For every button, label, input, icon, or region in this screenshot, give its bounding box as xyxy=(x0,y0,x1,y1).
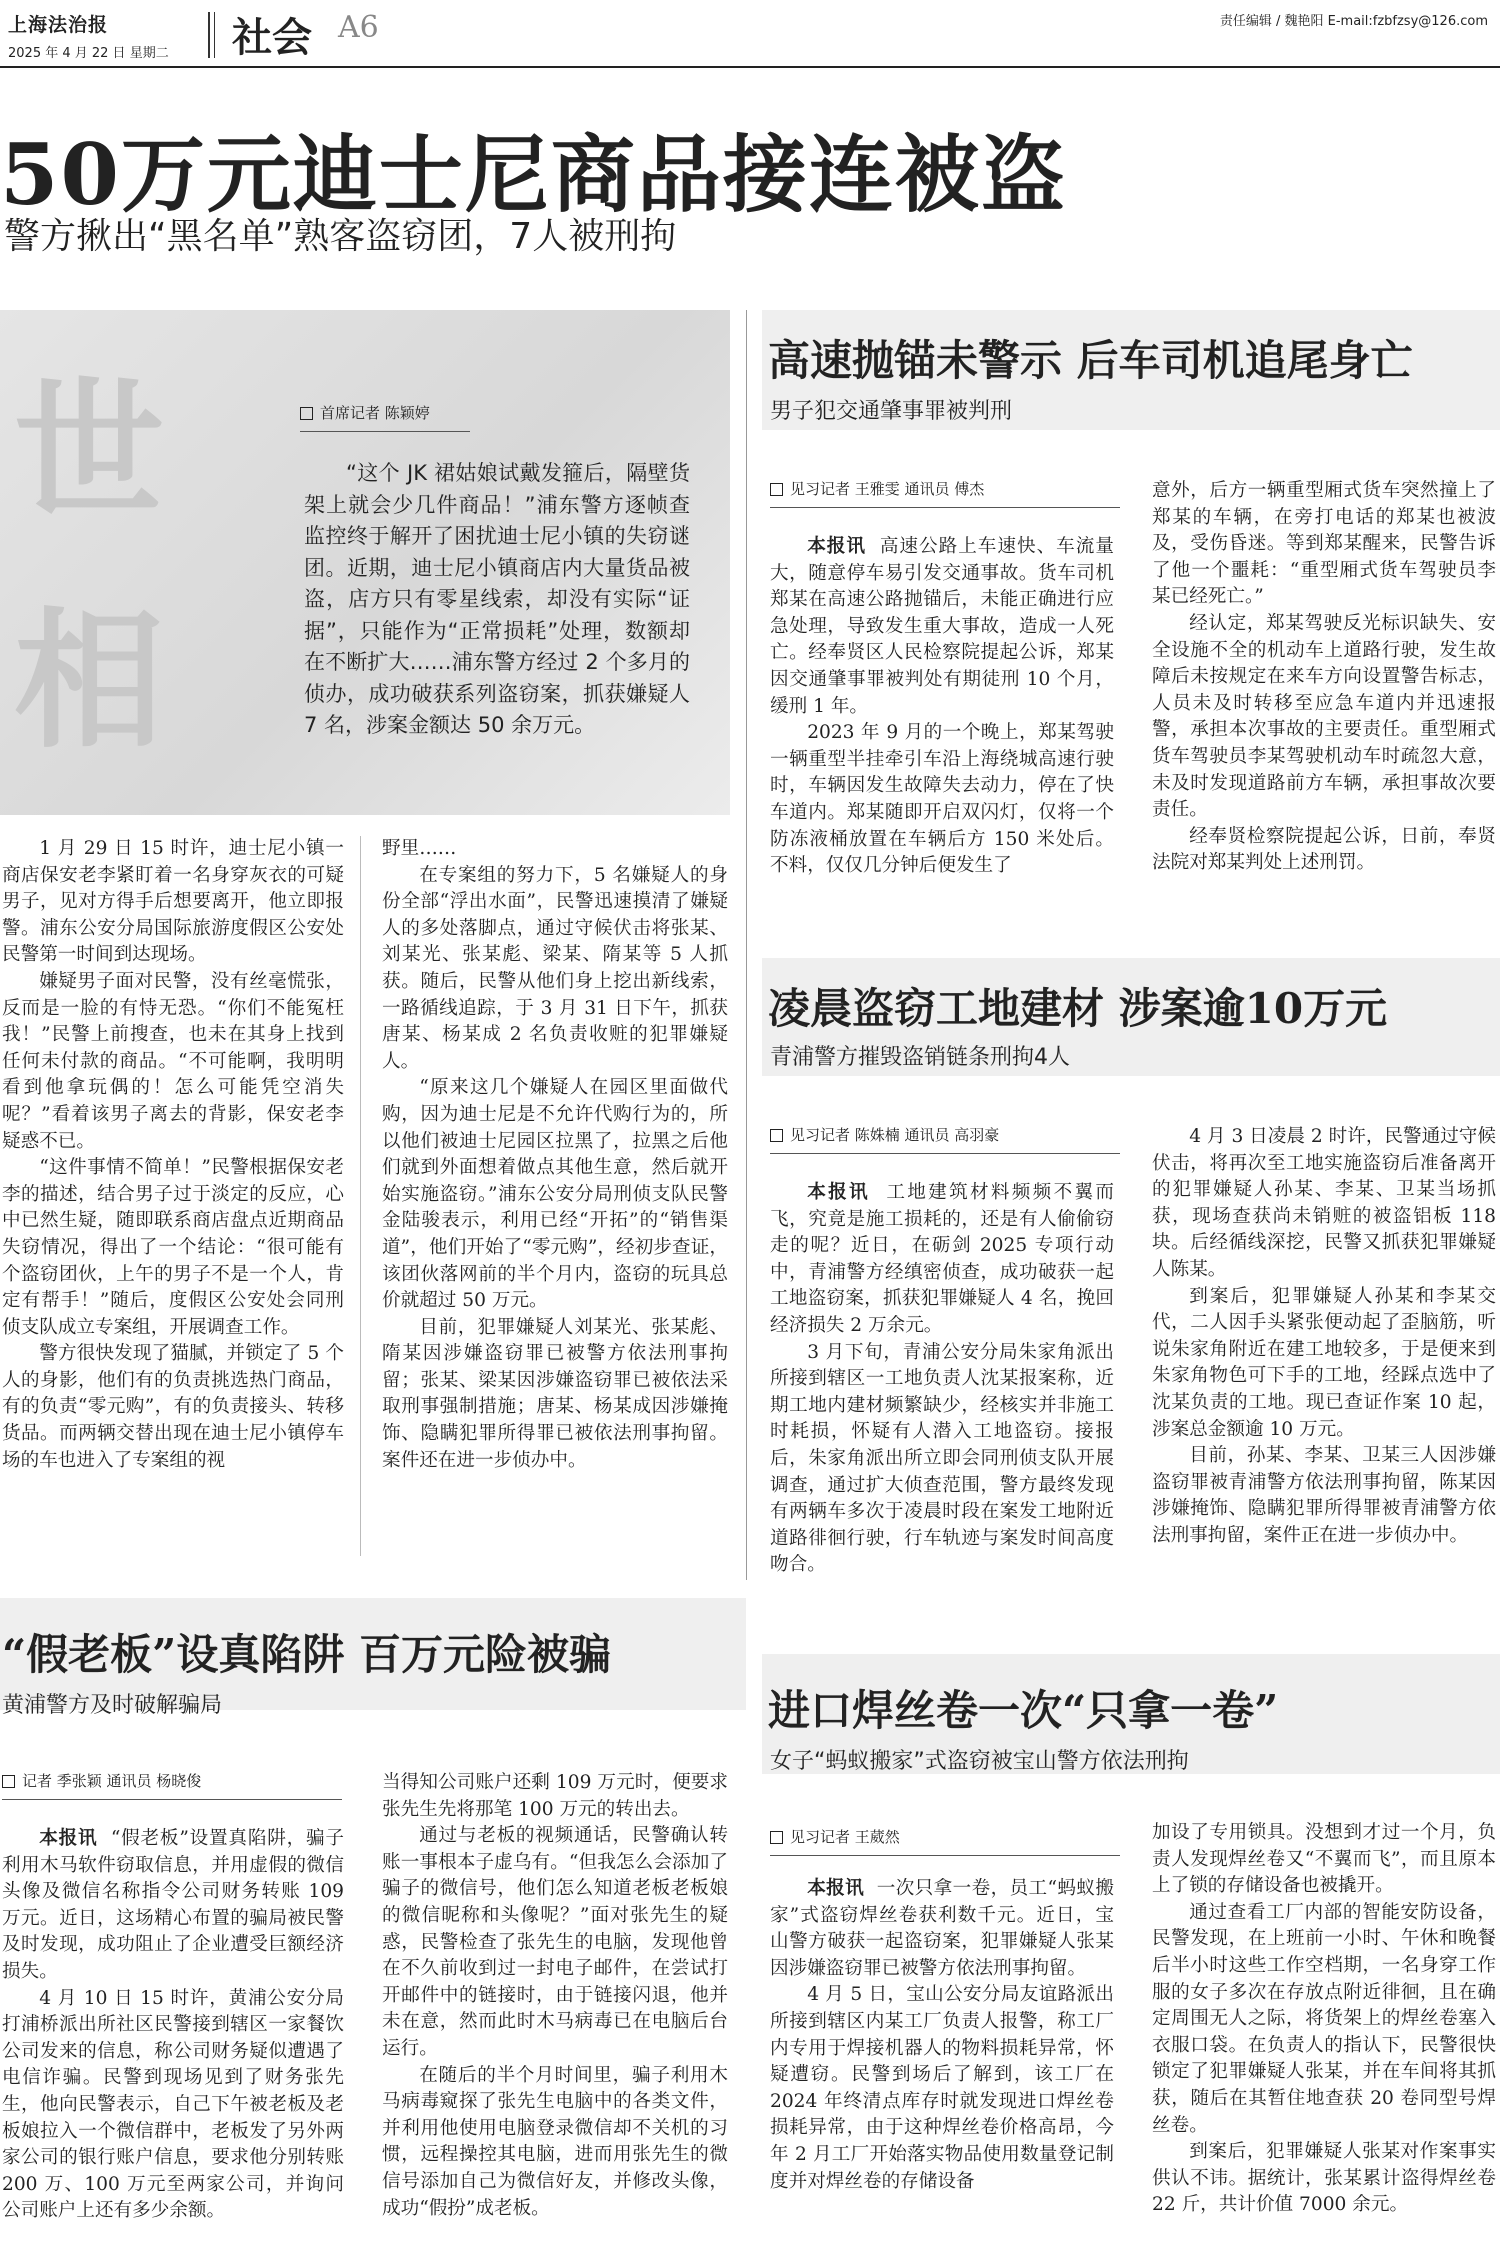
main-intro xyxy=(304,458,690,742)
paragraph: 在随后的半个月时间里，骗子利用木马病毒窥探了张先生电脑中的各类文件，并利用他使用电脑登录微信却不关机的习惯，远程操控其电脑，进而用张先生的微信号添加自己为微信好友，并修改头像，成功“假扮”成老板。 xyxy=(382,2064,728,2219)
boss-headline: “假老板”设真陷阱 百万元险被骗 xyxy=(2,1630,611,1679)
boss-byline xyxy=(2,1770,342,1800)
highway-col-1 xyxy=(770,534,1114,880)
paragraph: 在专案组的努力下，5 名嫌疑人的身份全部“浮出水面”，民警迅速摸清了嫌疑人的多处落脚点，通过守候伏击将张某、刘某光、张某彪、梁某、隋某等 5 人抓获。随后，民警从他们身上挖出新线索，一路循线追踪，于 3 月 31 日下午，抓获唐某、杨某成 2 名负责收赃的犯罪嫌疑人。 xyxy=(382,864,728,1072)
byline-text: 见习记者 王葳然 xyxy=(790,1828,900,1846)
paragraph: 目前，孙某、李某、卫某三人因涉嫌盗窃罪被青浦警方依法刑事拘留，陈某因涉嫌掩饰、隐瞒犯罪所得罪被青浦警方依法刑事拘留，案件正在进一步侦办中。 xyxy=(1152,1445,1496,1546)
paragraph: 当得知公司账户还剩 109 万元时，便要求张先生先将那笔 100 万元的转出去。 xyxy=(382,1772,728,1820)
lead-label: 本报讯 xyxy=(807,1878,865,1899)
byline-box-icon xyxy=(770,1129,783,1142)
section-title: 社会 xyxy=(232,15,312,61)
paragraph: 加设了专用锁具。没想到才过一个月，负责人发现焊丝卷又“不翼而飞”，而且原本上了锁的存储设备也被撬开。 xyxy=(1152,1822,1496,1897)
byline-rule xyxy=(770,1855,1120,1856)
byline-rule xyxy=(300,431,470,432)
paragraph: 通过与老板的视频通话，民警确认转账一事根本子虚乌有。“但我怎么会添加了骗子的微信号，他们怎么知道老板老板娘的微信昵称和头像呢？”面对张先生的疑惑，民警检查了张先生的电脑，发现他曾在不久前收到过一封电子邮件，在尝试打开邮件中的链接时，由于链接闪退，他并未在意，然而此时木马病毒已在电脑后台运行。 xyxy=(382,1825,728,2059)
paper-name-logo: 上海法治报 xyxy=(8,14,109,36)
highway-byline xyxy=(770,478,1120,508)
paragraph: 高速公路上车速快、车流量大，随意停车易引发交通事故。货车司机郑某在高速公路抛锚后，未能正确进行应急处理，导致发生重大事故，造成一人死亡。经奉贤区人民检察院提起公诉，郑某因交通肇事罪被判处有期徒刑 10 个月，缓刑 1 年。 xyxy=(770,536,1114,717)
byline-rule xyxy=(770,1153,1120,1154)
main-subhead: 警方揪出“黑名单”熟客盗窃团，7人被刑拘 xyxy=(4,216,677,257)
issue-date: 2025 年 4 月 22 日 星期二 xyxy=(8,46,169,61)
weld-headline: 进口焊丝卷一次“只拿一卷” xyxy=(768,1686,1279,1735)
column-stamp-char: 世 xyxy=(14,365,165,539)
byline-text: 见习记者 陈姝楠 通讯员 高羽豪 xyxy=(790,1126,1000,1144)
masthead-divider-thin xyxy=(214,12,215,58)
byline-rule xyxy=(2,1799,342,1800)
paragraph: 嫌疑男子面对民警，没有丝毫慌张，反而是一脸的有恃无恐。“你们不能冤枉我！”民警上前搜查，也未在其身上找到任何未付款的商品。“不可能啊，我明明看到他拿玩偶的！怎么可能凭空消失呢？”看着该男子离去的背影，保安老李疑惑不已。 xyxy=(2,970,344,1152)
paragraph: 警方很快发现了猫腻，并锁定了 5 个人的身影，他们有的负责挑选热门商品，有的负责“零元购”，有的负责接头、转移货品。而两辆交替出现在迪士尼小镇停车场的车也进入了专案组的视 xyxy=(2,1343,344,1471)
site-col-1 xyxy=(770,1180,1114,1579)
boss-col-2 xyxy=(382,1770,728,2222)
paragraph: “这件事情不简单！”民警根据保安老李的描述，结合男子过于淡定的反应，心中已然生疑，随即联系商店盘点近期商品失窃情况，得出了一个结论：“很可能有个盗窃团伙，上午的男子不是一个人，肯定有帮手！”随后，度假区公安处会同刑侦支队成立专案组，开展调查工作。 xyxy=(2,1157,344,1338)
weld-col-1 xyxy=(770,1876,1114,2195)
paragraph: 4 月 3 日凌晨 2 时许，民警通过守候伏击，将再次至工地实施盗窃后准备离开的犯罪嫌疑人孙某、李某、卫某当场抓获，现场查获尚未销赃的被盗铝板 118 块。后经循线深挖，民警又抓获犯罪嫌疑人陈某。 xyxy=(1152,1126,1496,1280)
paragraph: 4 月 5 日，宝山公安分局友谊路派出所接到辖区内某工厂负责人报警，称工厂内专用于焊接机器人的物料损耗异常，怀疑遭窃。民警到场后了解到，该工厂在 2024 年终清点库存时就发现进口焊丝卷损耗异常，由于这种焊丝卷价格高昂，今年 2 月工厂开始落实物品使用数量登记制度并对焊丝卷的存储设备 xyxy=(770,1984,1114,2192)
byline-rule xyxy=(770,507,1120,508)
main-col-1 xyxy=(2,836,344,1474)
main-col-2 xyxy=(382,836,728,1474)
highway-col-2 xyxy=(1152,478,1496,877)
boss-col-1 xyxy=(2,1826,344,2225)
intro-paragraph: “这个 JK 裙姑娘试戴发箍后，隔壁货架上就会少几件商品！”浦东警方逐帧查监控终于解开了困扰迪士尼小镇的失窃谜团。近期，迪士尼小镇商店内大量货品被盗，店方只有零星线索，却没有实际“证据”，只能作为“正常损耗”处理，数额却在不断扩大……浦东警方经过 2 个多月的侦办，成功破获系列盗窃案，抓获嫌疑人 7 名，涉案金额达 50 余万元。 xyxy=(304,461,690,737)
paragraph: 意外，后方一辆重型厢式货车突然撞上了郑某的车辆，在旁打电话的郑某也被波及，受伤昏迷。等到郑某醒来，民警告诉了他一个噩耗：“重型厢式货车驾驶员李某已经死亡。” xyxy=(1152,480,1496,608)
lead-label: 本报讯 xyxy=(39,1828,98,1849)
masthead-divider xyxy=(208,12,210,58)
lead-label: 本报讯 xyxy=(807,536,866,557)
paragraph: “假老板”设置真陷阱，骗子利用木马软件窃取信息，并用虚假的微信头像及微信名称指令公司财务转账 109 万元。近日，这场精心布置的骗局被民警及时发现，成功阻止了企业遭受巨额经济损失。 xyxy=(2,1828,344,1982)
byline-box-icon xyxy=(300,407,313,420)
paragraph: 目前，犯罪嫌疑人刘某光、张某彪、隋某因涉嫌盗窃罪已被警方依法刑事拘留；张某、梁某因涉嫌盗窃罪已被依法采取刑事强制措施；唐某、杨某成因涉嫌掩饰、隐瞒犯罪所得罪已被依法刑事拘留。案件还在进一步侦办中。 xyxy=(382,1316,728,1471)
lead-label: 本报讯 xyxy=(807,1182,870,1203)
highway-headline: 高速抛锚未警示 后车司机追尾身亡 xyxy=(768,336,1413,385)
byline-text: 首席记者 陈颖婷 xyxy=(320,404,430,422)
column-rule xyxy=(360,836,361,1556)
paragraph: “原来这几个嫌疑人在园区里面做代购，因为迪士尼是不允许代购行为的，所以他们被迪士尼园区拉黑了，拉黑之后他们就到外面想着做点其他生意，然后就开始实施盗窃。”浦东公安分局刑侦支队民警金陆骏表示，利用已经“开拓”的“销售渠道”，他们开始了“零元购”，经初步查证，该团伙落网前的半个月内，盗窃的玩具总价就超过 50 万元。 xyxy=(382,1077,728,1312)
byline-box-icon xyxy=(770,483,783,496)
highway-subhead: 男子犯交通肇事罪被判刑 xyxy=(770,399,1013,424)
site-byline xyxy=(770,1124,1120,1154)
paragraph: 野里…… xyxy=(382,838,457,859)
page-number: A6 xyxy=(338,10,379,45)
paragraph: 经认定，郑某驾驶反光标识缺失、安全设施不全的机动车上道路行驶，发生故障后未按规定在来车方向设置警告标志，人员未及时转移至应急车道内并迅速报警，承担本次事故的主要责任。重型厢式货车驾驶员李某驾驶机动车时疏忽大意，未及时发现道路前方车辆，承担事故次要责任。 xyxy=(1152,612,1496,821)
paragraph: 2023 年 9 月的一个晚上，郑某驾驶一辆重型半挂牵引车沿上海绕城高速行驶时，车辆因发生故障失去动力，停在了快车道内。郑某随即开启双闪灯，仅将一个防冻液桶放置在车辆后方 150 米处后。不料，仅仅几分钟后便发生了 xyxy=(770,722,1114,877)
paragraph: 3 月下旬，青浦公安分局朱家角派出所接到辖区一工地负责人沈某报案称，近期工地内建材频繁缺少，经核实并非施工时耗损，怀疑有人潜入工地盗窃。接报后，朱家角派出所立即会同刑侦支队开展调查，通过扩大侦查范围，警方最终发现有两辆车多次于凌晨时段在案发工地附近道路徘徊行驶，行车轨迹与案发时间高度吻合。 xyxy=(770,1341,1114,1576)
masthead xyxy=(0,0,1500,70)
weld-subhead: 女子“蚂蚁搬家”式盗窃被宝山警方依法刑拘 xyxy=(770,1749,1189,1774)
half-divider xyxy=(746,310,747,1580)
main-byline xyxy=(300,402,700,432)
paragraph: 经奉贤检察院提起公诉，日前，奉贤法院对郑某判处上述刑罚。 xyxy=(1152,825,1496,874)
masthead-rule xyxy=(0,66,1500,68)
byline-text: 见习记者 王雅雯 通讯员 傅杰 xyxy=(790,480,985,498)
paragraph: 一次只拿一卷，员工“蚂蚁搬家”式盗窃焊丝卷获利数千元。近日，宝山警方破获一起盗窃案，犯罪嫌疑人张某因涉嫌盗窃罪已被警方依法刑事拘留。 xyxy=(770,1878,1114,1979)
boss-subhead: 黄浦警方及时破解骗局 xyxy=(2,1693,223,1718)
site-subhead: 青浦警方摧毁盗销链条刑拘4人 xyxy=(770,1045,1070,1070)
byline-box-icon xyxy=(2,1775,15,1788)
paragraph: 4 月 10 日 15 时许，黄浦公安分局打浦桥派出所社区民警接到辖区一家餐饮公司发来的信息，称公司财务疑似遭遇了电信诈骗。民警到现场见到了财务张先生，他向民警表示，自己下午被老板及老板娘拉入一个微信群中，老板发了另外两家公司的银行账户信息，要求他分别转账 200 万、100 万元至两家公司，并询问公司账户上还有多少余额。 xyxy=(2,1987,344,2222)
paragraph: 到案后，犯罪嫌疑人张某对作案事实供认不讳。据统计，张某累计盗得焊丝卷 22 斤，共计价值 7000 余元。 xyxy=(1152,2141,1496,2216)
paragraph: 到案后，犯罪嫌疑人孙某和李某交代，二人因手头紧张便动起了歪脑筋，听说朱家角附近在建工地较多，于是便来到朱家角物色可下手的工地，经踩点选中了沈某负责的工地。现已查证作案 10 起，涉案总金额逾 10 万元。 xyxy=(1152,1285,1496,1440)
site-headline: 凌晨盗窃工地建材 涉案逾10万元 xyxy=(768,984,1388,1033)
paragraph: 通过查看工厂内部的智能安防设备，民警发现，在上班前一小时、午休和晚餐后半小时这些工作空档期，一名身穿工作服的女子多次在存放点附近徘徊，且在确定周围无人之际，将货架上的焊丝卷塞入衣服口袋。在负责人的指认下，民警很快锁定了犯罪嫌疑人张某，并在车间将其抓获，随后在其暂住地查获 20 卷同型号焊丝卷。 xyxy=(1152,1901,1496,2136)
weld-byline xyxy=(770,1826,1120,1856)
byline-text: 记者 季张颖 通讯员 杨晓俊 xyxy=(22,1772,202,1790)
weld-col-2 xyxy=(1152,1820,1496,2219)
paragraph: 工地建筑材料频频不翼而飞，究竟是施工损耗的，还是有人偷偷窃走的呢？近日，在砺剑 2025 专项行动中，青浦警方经缜密侦查，成功破获一起工地盗窃案，抓获犯罪嫌疑人 4 名，挽回经济损失 2 万余元。 xyxy=(770,1182,1114,1336)
main-headline: 50万元迪士尼商品接连被盗 xyxy=(0,125,1067,224)
byline-box-icon xyxy=(770,1831,783,1844)
site-col-2 xyxy=(1152,1124,1496,1550)
editor-credit: 责任编辑 / 魏艳阳 E-mail:fzbfzsy@126.com xyxy=(1219,14,1488,29)
paragraph: 1 月 29 日 15 时许，迪士尼小镇一商店保安老李紧盯着一名身穿灰衣的可疑男子，见对方得手后想要离开，他立即报警。浦东公安分局国际旅游度假区公安处民警第一时间到达现场。 xyxy=(2,838,344,966)
column-stamp-char: 相 xyxy=(14,595,165,769)
